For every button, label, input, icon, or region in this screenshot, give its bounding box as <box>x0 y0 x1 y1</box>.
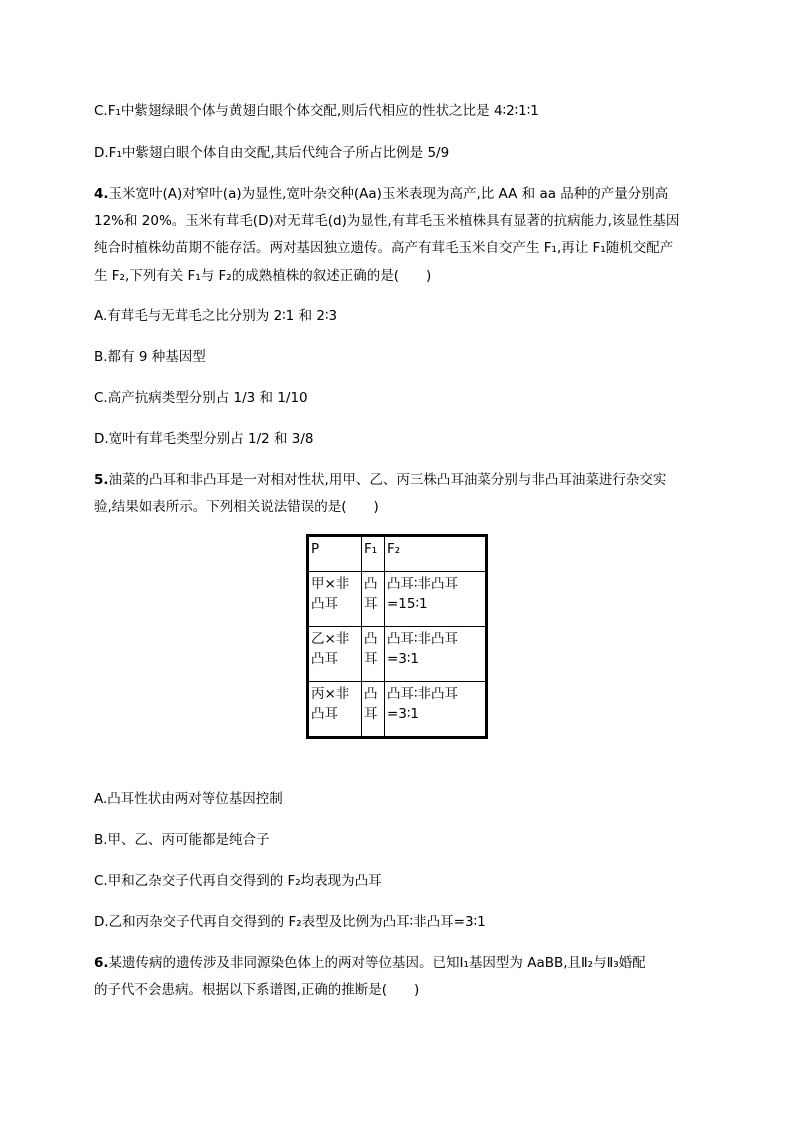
q4-number: 4. <box>94 186 109 202</box>
q4-option-c: C.高产抗病类型分别占 1/3 和 1/10 <box>94 390 308 406</box>
q6-stem-line1 <box>94 953 646 973</box>
q5-option-b: B.甲、乙、丙可能都是纯合子 <box>94 832 270 848</box>
q5-stem-line1 <box>94 470 666 490</box>
q4-stem-line2: 12%和 20%。玉米有茸毛(D)对无茸毛(d)为显性,有茸毛玉米植株具有显著的抗病能力,该显性基因 <box>94 213 680 229</box>
header-f2: F₂ <box>385 536 487 572</box>
cell-f2-line2: =3∶1 <box>387 706 420 722</box>
header-p: P <box>308 536 362 572</box>
cell-f1-line1: 凸 <box>364 686 378 702</box>
cell-p <box>308 682 362 738</box>
q4-option-a: A.有茸毛与无茸毛之比分别为 2∶1 和 2∶3 <box>94 308 338 324</box>
table-row <box>308 572 487 627</box>
cell-p-line1: 乙×非 <box>311 631 350 647</box>
cell-p <box>308 572 362 627</box>
cell-f2 <box>385 572 487 627</box>
q5-option-d: D.乙和丙杂交子代再自交得到的 F₂表型及比例为凸耳∶非凸耳=3∶1 <box>94 914 486 930</box>
cell-f2-line2: =3∶1 <box>387 651 420 667</box>
q4-stem-line1 <box>94 184 668 204</box>
q5-stem-line2: 验,结果如表所示。下列相关说法错误的是( ) <box>94 499 379 515</box>
table-row <box>308 682 487 738</box>
cell-p-line2: 凸耳 <box>311 651 338 667</box>
cell-p-line2: 凸耳 <box>311 706 338 722</box>
q3-option-c: C.F₁中紫翅绿眼个体与黄翅白眼个体交配,则后代相应的性状之比是 4∶2∶1∶1 <box>94 103 539 119</box>
q4-stem-line3: 纯合时植株幼苗期不能存活。两对基因独立遗传。高产有茸毛玉米自交产生 F₁,再让 F₁随机交配产 <box>94 240 674 256</box>
cell-f1 <box>362 627 385 682</box>
cell-f2-line1: 凸耳∶非凸耳 <box>387 686 459 702</box>
cell-f1-line2: 耳 <box>364 706 378 722</box>
q4-stem-line4: 生 F₂,下列有关 F₁与 F₂的成熟植株的叙述正确的是( ) <box>94 268 432 284</box>
cell-f2 <box>385 627 487 682</box>
q3-option-d: D.F₁中紫翅白眼个体自由交配,其后代纯合子所占比例是 5/9 <box>94 145 450 161</box>
q5-number: 5. <box>94 472 109 488</box>
header-f1: F₁ <box>362 536 385 572</box>
results-table <box>306 534 488 739</box>
cell-f1-line1: 凸 <box>364 576 378 592</box>
cell-p-line2: 凸耳 <box>311 596 338 612</box>
cell-f1-line1: 凸 <box>364 631 378 647</box>
cell-f2-line1: 凸耳∶非凸耳 <box>387 576 459 592</box>
cell-f2-line2: =15∶1 <box>387 596 428 612</box>
q5-option-c: C.甲和乙杂交子代再自交得到的 F₂均表现为凸耳 <box>94 873 382 889</box>
q5-option-a: A.凸耳性状由两对等位基因控制 <box>94 791 283 807</box>
cell-f2-line1: 凸耳∶非凸耳 <box>387 631 459 647</box>
cell-p-line1: 丙×非 <box>311 686 350 702</box>
cell-f1-line2: 耳 <box>364 596 378 612</box>
q4-option-d: D.宽叶有茸毛类型分别占 1/2 和 3/8 <box>94 431 314 447</box>
cell-f1 <box>362 572 385 627</box>
q6-stem-line2: 的子代不会患病。根据以下系谱图,正确的推断是( ) <box>94 982 420 998</box>
q4-stem-text1: 玉米宽叶(A)对窄叶(a)为显性,宽叶杂交种(Aa)玉米表现为高产,比 AA 和 aa 品种的产量分别高 <box>108 186 669 202</box>
q4-option-b: B.都有 9 种基因型 <box>94 349 206 365</box>
q6-number: 6. <box>94 955 109 971</box>
table-header-row <box>308 536 487 572</box>
q5-stem-text1: 油菜的凸耳和非凸耳是一对相对性状,用甲、乙、丙三株凸耳油菜分别与非凸耳油菜进行杂交实 <box>108 472 667 488</box>
cell-p-line1: 甲×非 <box>311 576 350 592</box>
cell-f1-line2: 耳 <box>364 651 378 667</box>
table-row <box>308 627 487 682</box>
cell-p <box>308 627 362 682</box>
q6-stem-text1: 某遗传病的遗传涉及非同源染色体上的两对等位基因。已知Ⅰ₁基因型为 AaBB,且Ⅱ₂与Ⅱ₃婚配 <box>108 955 646 971</box>
cell-f2 <box>385 682 487 738</box>
cell-f1 <box>362 682 385 738</box>
